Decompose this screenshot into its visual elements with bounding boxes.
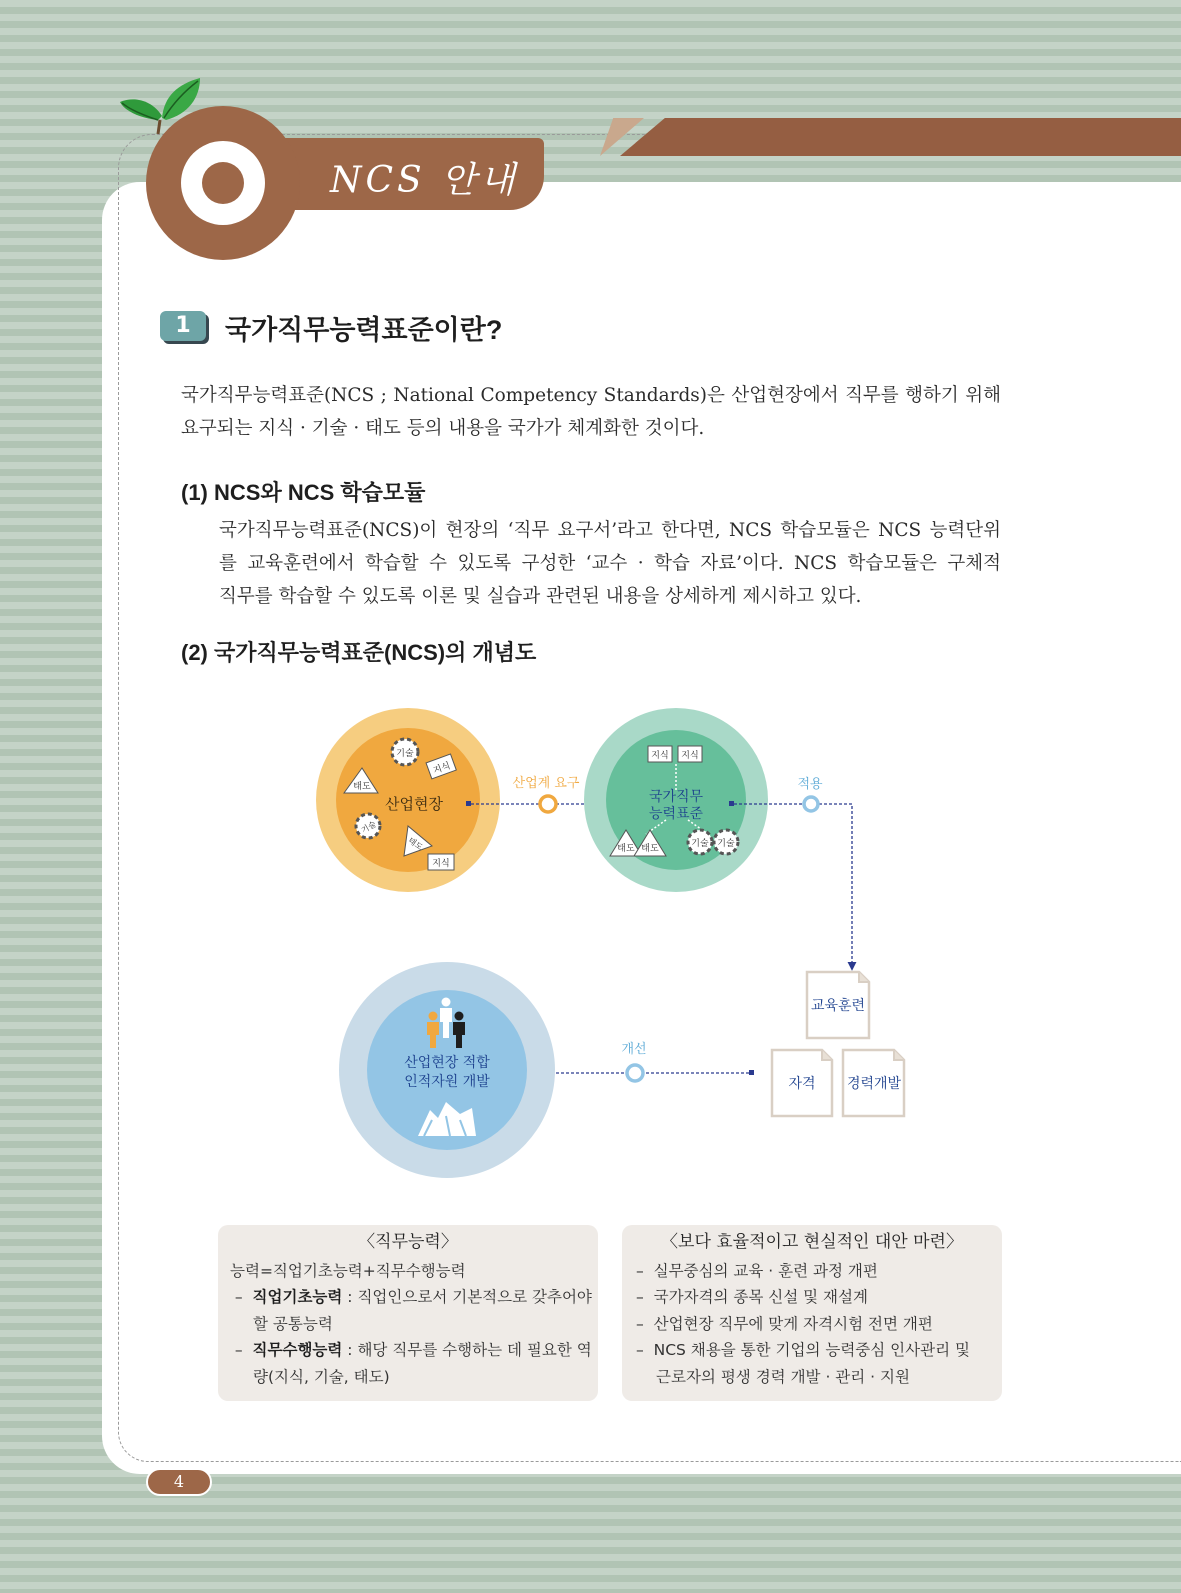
job-competency-title: 〈직무능력〉 bbox=[358, 1232, 458, 1252]
alternatives-title: 〈보다 효율적이고 현실적인 대안 마련〉 bbox=[661, 1232, 963, 1252]
ncs-circle-label-2: 능력표준 bbox=[648, 806, 704, 822]
competency-item: – 직무수행능력 : 해당 직무를 수행하는 데 필요한 역 bbox=[230, 1341, 592, 1359]
arrow-apply-label: 적용 bbox=[797, 777, 823, 792]
page-title: NCS 안내 bbox=[330, 160, 519, 201]
industry-circle-label: 산업현장 bbox=[385, 795, 443, 813]
competency-formula: 능력=직업기초능력+직무수행능력 bbox=[230, 1261, 466, 1280]
sub1-line: 국가직무능력표준(NCS)이 현장의 ‘직무 요구서’라고 한다면, NCS 학습모듈은 NCS 능력단위 bbox=[219, 520, 1001, 541]
svg-text:지식: 지식 bbox=[432, 761, 452, 777]
section-number-badge: 1 bbox=[160, 311, 206, 341]
competency-item-cont: 할 공통능력 bbox=[253, 1314, 333, 1333]
svg-text:기술: 기술 bbox=[717, 839, 735, 849]
alternative-item: – 국가자격의 종목 신설 및 재설계 bbox=[636, 1288, 868, 1306]
svg-text:기술: 기술 bbox=[396, 749, 414, 759]
industry-circle bbox=[316, 708, 500, 892]
doc-career-label: 경력개발 bbox=[846, 1076, 902, 1092]
intro-line: 요구되는 지식 · 기술 · 태도 등의 내용을 국가가 체계화한 것이다. bbox=[181, 418, 705, 439]
competency-item: – 직업기초능력 : 직업인으로서 기본적으로 갖추어야 bbox=[230, 1288, 592, 1306]
subheading-2: (2) 국가직무능력표준(NCS)의 개념도 bbox=[181, 640, 537, 665]
doc-career bbox=[843, 1050, 904, 1116]
hr-circle-label-2: 인적자원 개발 bbox=[404, 1074, 490, 1090]
svg-text:지식: 지식 bbox=[681, 751, 699, 761]
gear-icon bbox=[356, 814, 380, 838]
ncs-concept-diagram bbox=[300, 700, 940, 1190]
svg-text:기술: 기술 bbox=[359, 819, 378, 836]
doc-qualification bbox=[772, 1050, 832, 1116]
job-competency-box bbox=[218, 1225, 598, 1401]
hr-circle-label-1: 산업현장 적합 bbox=[404, 1055, 490, 1071]
ncs-circle-label-1: 국가직무 bbox=[648, 789, 704, 805]
intro-line: 국가직무능력표준(NCS ; National Competency Standards)은 산업현장에서 직무를 행하기 위해 bbox=[181, 385, 1001, 406]
hr-circle bbox=[339, 962, 555, 1178]
alternative-item: – 실무중심의 교육 · 훈련 과정 개편 bbox=[636, 1261, 878, 1280]
section-title: 국가직무능력표준이란? bbox=[225, 315, 503, 345]
competency-term: 직무수행능력 bbox=[252, 1341, 343, 1359]
doc-qualification-label: 자격 bbox=[788, 1076, 816, 1092]
sub1-paragraph bbox=[219, 514, 1001, 613]
svg-text:태도: 태도 bbox=[617, 844, 635, 854]
competency-desc: : 해당 직무를 수행하는 데 필요한 역 bbox=[342, 1341, 592, 1359]
alternative-item: – 산업현장 직무에 맞게 자격시험 전면 개편 bbox=[636, 1314, 933, 1333]
sub1-line: 직무를 학습할 수 있도록 이론 및 실습과 관련된 내용을 상세하게 제시하고 있다. bbox=[219, 586, 862, 607]
svg-text:태도: 태도 bbox=[641, 844, 659, 854]
svg-text:태도: 태도 bbox=[353, 782, 371, 792]
title-ring-core bbox=[202, 162, 244, 204]
svg-text:지식: 지식 bbox=[432, 859, 450, 869]
alternatives-box bbox=[622, 1225, 1002, 1401]
doc-training bbox=[807, 972, 869, 1038]
arrow-demand-label: 산업계 요구 bbox=[512, 776, 580, 791]
svg-text:태도: 태도 bbox=[406, 835, 425, 853]
ncs-circle bbox=[584, 708, 768, 892]
doc-training-label: 교육훈련 bbox=[810, 998, 866, 1014]
folder-icon bbox=[678, 746, 702, 762]
header-bar bbox=[620, 118, 1181, 156]
page-number: 4 bbox=[146, 1468, 212, 1496]
intro-paragraph bbox=[181, 379, 1001, 445]
sub1-line: 를 교육훈련에서 학습할 수 있도록 구성한 ‘교수 · 학습 자료’이다. NCS 학습모듈은 구체적 bbox=[219, 553, 1001, 574]
svg-text:지식: 지식 bbox=[651, 751, 669, 761]
folder-icon bbox=[648, 746, 672, 762]
gear-icon bbox=[688, 830, 712, 854]
subheading-1: (1) NCS와 NCS 학습모듈 bbox=[181, 480, 426, 505]
folder-icon bbox=[428, 854, 454, 870]
alternative-item-cont: 근로자의 평생 경력 개발 · 관리 · 지원 bbox=[656, 1367, 910, 1386]
gear-icon bbox=[392, 739, 418, 765]
alternative-item: – NCS 채용을 통한 기업의 능력중심 인사관리 및 bbox=[636, 1341, 970, 1359]
competency-item-cont: 량(지식, 기술, 태도) bbox=[253, 1367, 390, 1386]
gear-icon bbox=[714, 830, 738, 854]
competency-term: 직업기초능력 bbox=[252, 1288, 343, 1306]
arrow-improve-label: 개선 bbox=[621, 1042, 647, 1057]
competency-desc: : 직업인으로서 기본적으로 갖추어야 bbox=[342, 1288, 592, 1306]
svg-text:기술: 기술 bbox=[691, 839, 709, 849]
